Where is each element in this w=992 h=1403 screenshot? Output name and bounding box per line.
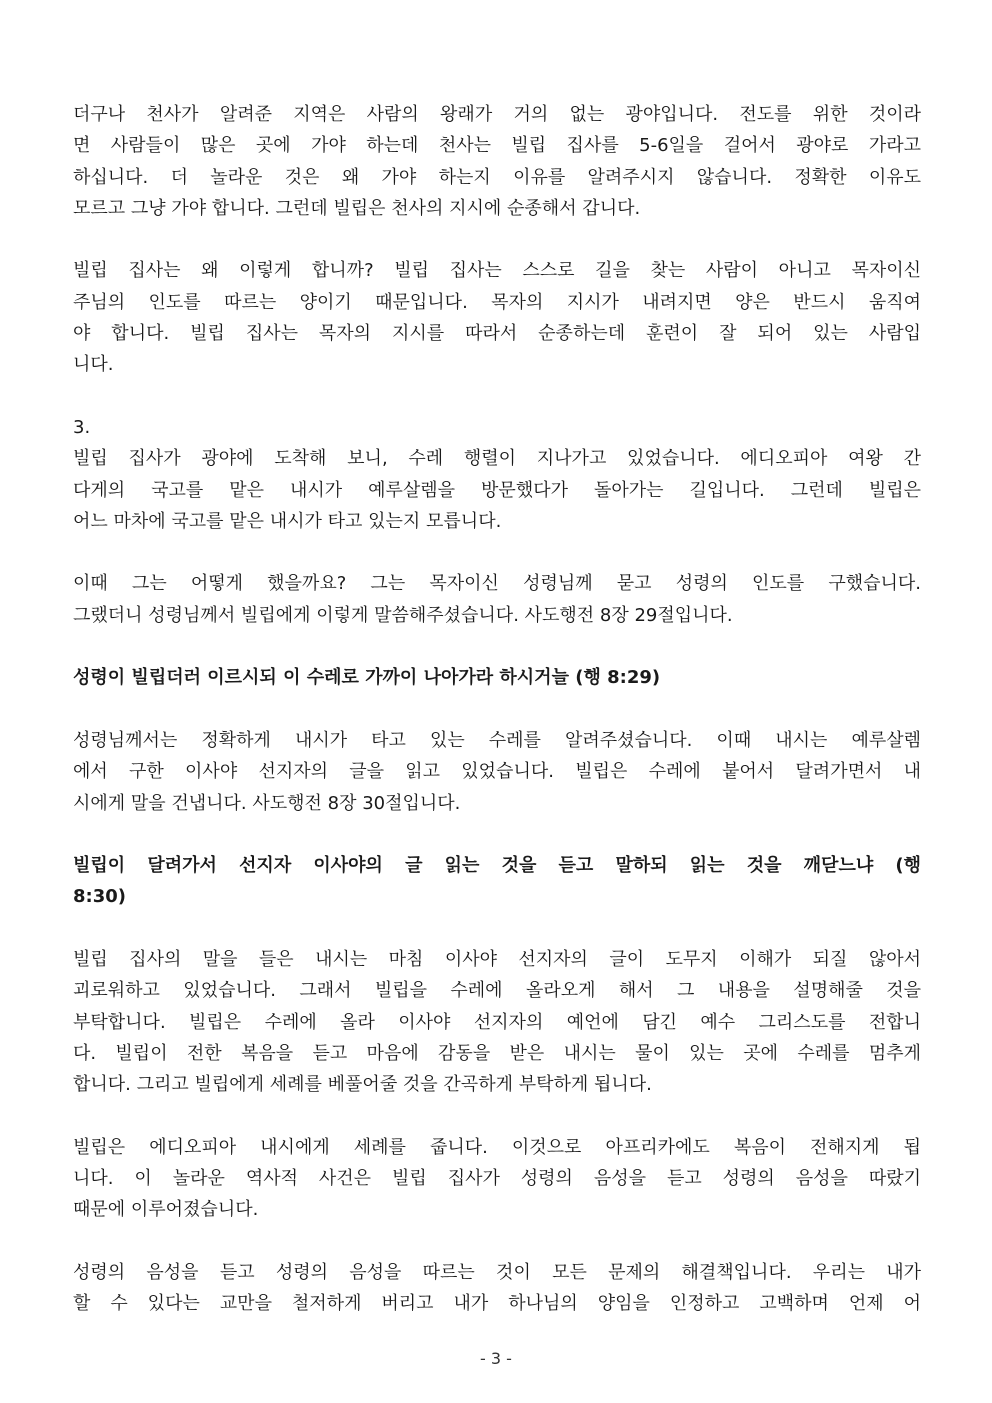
text-line: 때문에 이루어졌습니다. — [73, 1199, 259, 1221]
scripture-quote — [73, 662, 921, 693]
text-line: 하십니다. 더 놀라운 것은 왜 가야 하는지 이유를 알려주시지 않습니다. 정확한 이유도 — [73, 166, 921, 188]
paragraph — [73, 255, 921, 380]
text-line: 빌립이 달려가서 선지자 이사야의 글 읽는 것을 듣고 말하되 읽는 것을 깨닫느냐 (행 — [73, 855, 921, 877]
text-line: 3. — [73, 416, 91, 438]
paragraph — [73, 443, 921, 537]
page-number: - 3 - — [480, 1349, 512, 1368]
text-line: 8:30) — [73, 886, 126, 908]
paragraph — [73, 412, 921, 443]
text-line: 이때 그는 어떻게 했을까요? 그는 목자이신 성령님께 묻고 성령의 인도를 구했습니다. — [73, 573, 921, 595]
text-line: 빌립 집사의 말을 들은 내시는 마침 이사야 선지자의 글이 도무지 이해가 되질 않아서 — [73, 949, 921, 971]
text-line: 다. 빌립이 전한 복음을 듣고 마음에 감동을 받은 내시는 물이 있는 곳에 수레를 멈추게 — [73, 1042, 921, 1064]
text-line: 빌립 집사가 광야에 도착해 보니, 수레 행렬이 지나가고 있었습니다. 에디오피아 여왕 간 — [73, 448, 921, 470]
text-line: 괴로워하고 있었습니다. 그래서 빌립을 수레에 올라오게 해서 그 내용을 설명해줄 것을 — [73, 980, 921, 1002]
text-line: 빌립 집사는 왜 이렇게 합니까? 빌립 집사는 스스로 길을 찾는 사람이 아니고 목자이신 — [73, 260, 921, 282]
text-line: 할 수 있다는 교만을 철저하게 버리고 내가 하나님의 양임을 인정하고 고백하며 언제 어 — [73, 1293, 921, 1315]
scripture-quote — [73, 850, 921, 913]
text-line: 다게의 국고를 맡은 내시가 예루살렘을 방문했다가 돌아가는 길입니다. 그런데 빌립은 — [73, 479, 921, 501]
text-line: 성령이 빌립더러 이르시되 이 수레로 가까이 나아가라 하시거늘 (행 8:29) — [73, 667, 661, 689]
text-line: 그랬더니 성령님께서 빌립에게 이렇게 말씀해주셨습니다. 사도행전 8장 29절입니다. — [73, 604, 733, 626]
text-line: 빌립은 에디오피아 내시에게 세례를 줍니다. 이것으로 아프리카에도 복음이 전해지게 됩 — [73, 1136, 921, 1158]
paragraph — [73, 99, 921, 224]
text-line: 니다. — [73, 354, 114, 376]
paragraph — [73, 1257, 921, 1320]
paragraph — [73, 568, 921, 631]
text-line: 부탁합니다. 빌립은 수레에 올라 이사야 선지자의 예언에 담긴 예수 그리스도를 전합니 — [73, 1011, 921, 1033]
text-line: 면 사람들이 많은 곳에 가야 하는데 천사는 빌립 집사를 5-6일을 걸어서 광야로 가라고 — [73, 135, 921, 157]
text-line: 더구나 천사가 알려준 지역은 사람의 왕래가 거의 없는 광야입니다. 전도를 위한 것이라 — [73, 104, 921, 125]
text-line: 성령의 음성을 듣고 성령의 음성을 따르는 것이 모든 문제의 해결책입니다. 우리는 내가 — [73, 1261, 921, 1283]
text-line: 야 합니다. 빌립 집사는 목자의 지시를 따라서 순종하는데 훈련이 잘 되어 있는 사람입 — [73, 323, 921, 345]
text-line: 니다. 이 놀라운 역사적 사건은 빌립 집사가 성령의 음성을 듣고 성령의 음성을 따랐기 — [73, 1168, 921, 1190]
document-page — [73, 99, 921, 1351]
paragraph — [73, 725, 921, 819]
text-line: 주님의 인도를 따르는 양이기 때문입니다. 목자의 지시가 내려지면 양은 반드시 움직여 — [73, 291, 921, 313]
text-line: 모르고 그냥 가야 합니다. 그런데 빌립은 천사의 지시에 순종해서 갑니다. — [73, 197, 641, 219]
text-line: 시에게 말을 건냅니다. 사도행전 8장 30절입니다. — [73, 792, 461, 814]
paragraph — [73, 1132, 921, 1226]
text-line: 합니다. 그리고 빌립에게 세례를 베풀어줄 것을 간곡하게 부탁하게 됩니다. — [73, 1074, 652, 1096]
text-line: 에서 구한 이사야 선지자의 글을 읽고 있었습니다. 빌립은 수레에 붙어서 달려가면서 내 — [73, 761, 921, 783]
paragraph — [73, 944, 921, 1100]
text-line: 어느 마차에 국고를 맡은 내시가 타고 있는지 모릅니다. — [73, 510, 502, 532]
text-line: 성령님께서는 정확하게 내시가 타고 있는 수레를 알려주셨습니다. 이때 내시는 예루살렘 — [73, 729, 921, 751]
